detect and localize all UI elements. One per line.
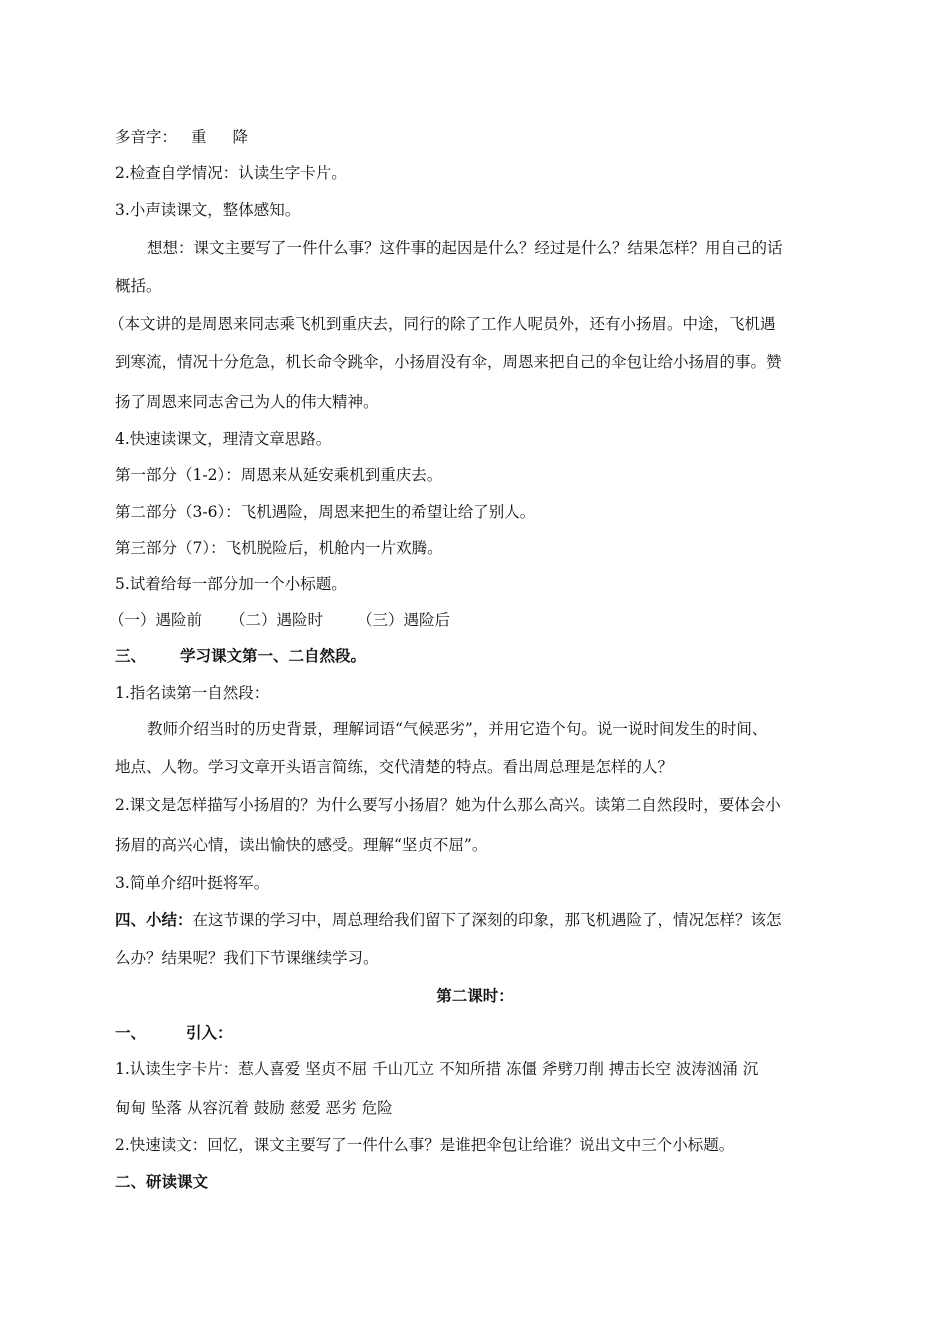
polyphone-label: 多音字： <box>115 128 178 146</box>
section-3-heading <box>115 645 840 667</box>
lesson-2-title: 第二课时： <box>436 986 514 1005</box>
fast-read: 4.快速读课文，理清文章思路。 <box>115 430 332 448</box>
introduce-ye-ting: 3.简单介绍叶挺将军。 <box>115 874 270 892</box>
summary-line-3: 扬了周恩来同志舍己为人的伟大精神。 <box>115 393 379 411</box>
polyphone-line <box>115 126 840 148</box>
section-4-line-2: 么办？结果呢？我们下节课继续学习。 <box>115 949 379 967</box>
intro-number: 一、 <box>115 1023 147 1042</box>
check-selfstudy: 2.检查自学情况：认读生字卡片。 <box>115 164 347 182</box>
cards-line-2: 甸甸 坠落 从容沉着 鼓励 慈爱 恶劣 危险 <box>115 1099 393 1117</box>
section-3-title: 学习课文第一、二自然段。 <box>180 646 367 665</box>
section-3-number: 三、 <box>115 646 147 665</box>
subtitle-3: （三）遇险后 <box>357 611 451 629</box>
intro-title: 引入： <box>186 1023 233 1042</box>
section-study-heading: 二、研读课文 <box>115 1172 209 1191</box>
part-2: 第二部分（3-6）：飞机遇险，周恩来把生的希望让给了别人。 <box>115 503 536 521</box>
subtitle-task: 5.试着给每一部分加一个小标题。 <box>115 575 347 593</box>
polyphone-char-1: 重 <box>191 128 207 146</box>
think-line-2: 概括。 <box>115 277 162 295</box>
subtitle-2: （二）遇险时 <box>230 611 324 629</box>
part-1: 第一部分（1-2）：周恩来从延安乘机到重庆去。 <box>115 466 443 484</box>
subtitle-1: （一）遇险前 <box>109 611 203 629</box>
teacher-line-2: 地点、人物。学习文章开头语言简练，交代清楚的特点。看出周总理是怎样的人？ <box>115 758 674 776</box>
think-line-1: 想想：课文主要写了一件什么事？这件事的起因是什么？经过是什么？结果怎样？用自己的话 <box>147 239 783 257</box>
describe-line-2: 扬眉的高兴心情，读出愉快的感受。理解“坚贞不屈”。 <box>115 836 488 854</box>
describe-line-1: 2.课文是怎样描写小扬眉的？为什么要写小扬眉？她为什么那么高兴。读第二自然段时，要体会小 <box>115 796 781 814</box>
intro-heading <box>115 1022 840 1044</box>
read-quietly: 3.小声读课文，整体感知。 <box>115 201 301 219</box>
subtitles-line <box>109 609 834 631</box>
part-3: 第三部分（7）：飞机脱险后，机舱内一片欢腾。 <box>115 539 443 557</box>
summary-line-2: 到寒流，情况十分危急，机长命令跳伞，小扬眉没有伞，周恩来把自己的伞包让给小扬眉的事。赞 <box>115 353 782 371</box>
polyphone-char-2: 降 <box>232 128 249 146</box>
cards-line-1: 1.认读生字卡片：惹人喜爱 坚贞不屈 千山兀立 不知所措 冻僵 斧劈刀削 搏击长空 波涛汹涌 沉 <box>115 1060 759 1078</box>
section-4-line-1 <box>115 909 840 931</box>
section-4-title: 四、小结： <box>115 910 193 929</box>
read-para-1: 1.指名读第一自然段： <box>115 684 270 702</box>
section-4-text-1: 在这节课的学习中，周总理给我们留下了深刻的印象，那飞机遇险了，情况怎样？该怎 <box>192 911 782 929</box>
teacher-line-1: 教师介绍当时的历史背景，理解词语“气候恶劣”，并用它造个句。说一说时间发生的时间、 <box>147 720 768 738</box>
summary-line-1: （本文讲的是周恩来同志乘飞机到重庆去，同行的除了工作人呢员外，还有小扬眉。中途，飞机遇 <box>109 315 776 333</box>
fast-read-2: 2.快速读文：回忆，课文主要写了一件什么事？是谁把伞包让给谁？说出文中三个小标题。 <box>115 1136 735 1154</box>
